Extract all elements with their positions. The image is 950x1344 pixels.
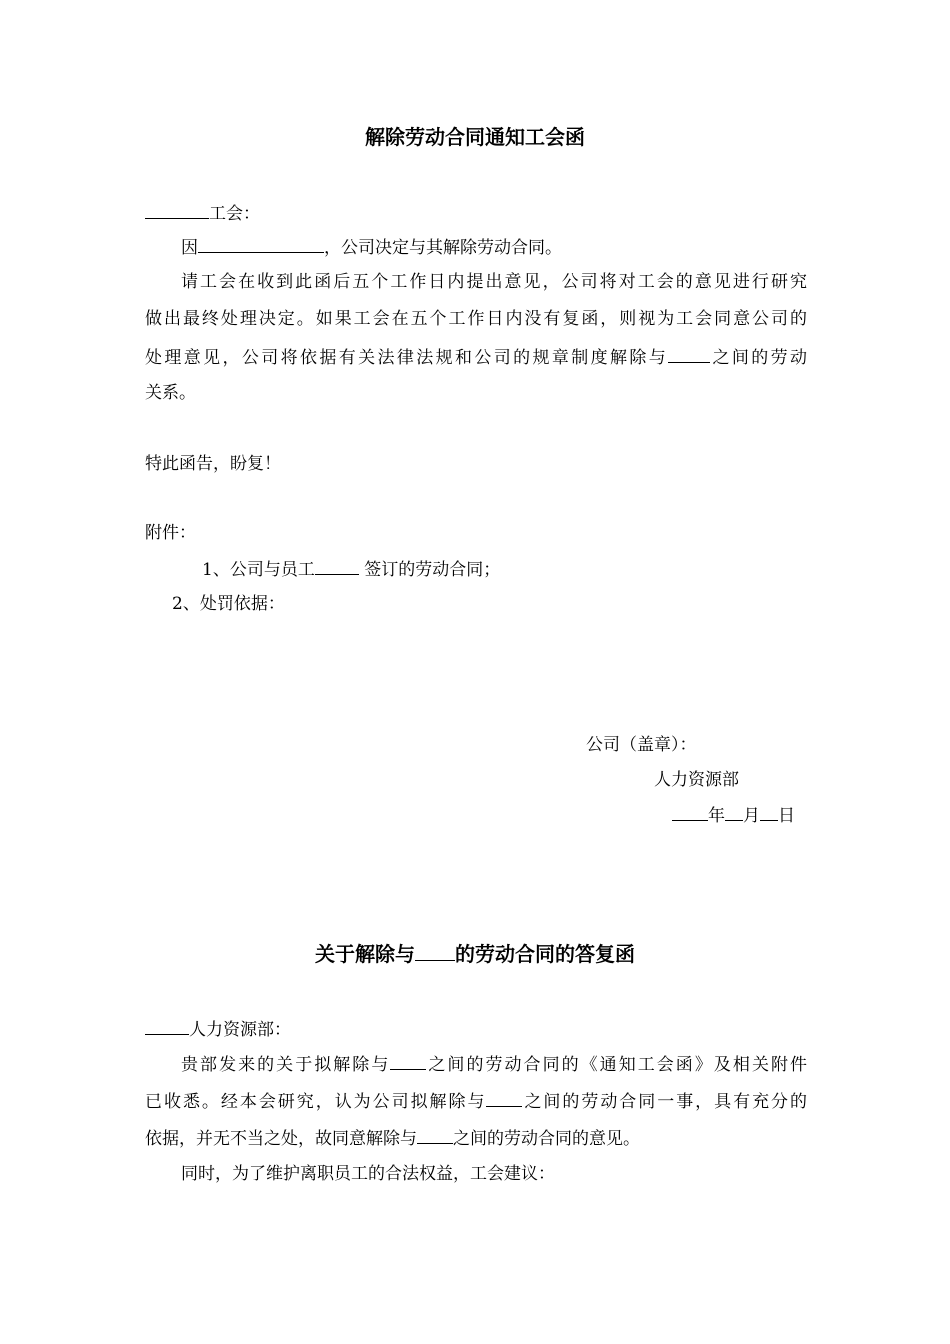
reply-line-3 [145, 1125, 640, 1151]
reply-line-2-suffix: 之间的劳动合同一事，具有充分的 [522, 1092, 808, 1112]
reason-paragraph [181, 234, 562, 260]
hr-salutation-suffix: 人力资源部： [189, 1020, 291, 1040]
reply-title-blank [415, 940, 455, 961]
reply-line-1-suffix: 之间的劳动合同的《通知工会函》及相关附件 [426, 1055, 808, 1075]
employee-blank [315, 556, 359, 575]
reply-line-1-prefix: 贵部发来的关于拟解除与 [181, 1055, 391, 1075]
request-line-1: 请工会在收到此函后五个工作日内提出意见，公司将对工会的意见进行研究 [181, 272, 807, 292]
reply-title-prefix: 关于解除与 [315, 942, 415, 966]
reason-blank [198, 234, 324, 253]
reply-line-2-prefix: 已收悉。经本会研究，认为公司拟解除与 [145, 1092, 487, 1112]
request-line-3 [145, 344, 807, 370]
attachment-1-prefix: 1、公司与员工 [202, 560, 315, 580]
reason-suffix: ，公司决定与其解除劳动合同。 [324, 238, 562, 258]
attachment-1-suffix: 签订的劳动合同； [358, 560, 501, 580]
attachments-label: 附件： [145, 523, 196, 543]
reply-line-3-suffix: 之间的劳动合同的意见。 [453, 1129, 640, 1149]
attachment-item-1 [202, 556, 500, 582]
request-line-3-prefix: 处理意见，公司将依据有关法律法规和公司的规章制度解除与 [145, 348, 669, 368]
hr-salutation [145, 1016, 291, 1042]
day-blank [760, 802, 778, 821]
closing-remark: 特此函告，盼复！ [145, 454, 281, 474]
request-line-3-suffix: 之间的劳动 [710, 348, 807, 368]
reply-line-1 [181, 1051, 807, 1077]
reply-title [0, 940, 950, 968]
reply-title-suffix: 的劳动合同的答复函 [455, 942, 635, 966]
day-label: 日 [778, 806, 795, 826]
employee-name-blank [668, 344, 710, 363]
request-line-2: 做出最终处理决定。如果工会在五个工作日内没有复函，则视为工会同意公司的 [145, 309, 807, 329]
reply-paragraph-2: 同时，为了维护离职员工的合法权益，工会建议： [181, 1164, 555, 1184]
company-name-blank [145, 1016, 189, 1035]
attachment-item-2: 2、处罚依据： [172, 594, 285, 614]
reason-prefix: 因 [181, 238, 198, 258]
month-blank [725, 802, 743, 821]
signature-date [672, 802, 795, 828]
reply-line-3-prefix: 依据，并无不当之处，故同意解除与 [145, 1129, 417, 1149]
reply-line-2-blank [486, 1088, 522, 1107]
salutation-suffix: 工会： [209, 204, 260, 224]
notice-title: 解除劳动合同通知工会函 [365, 125, 585, 149]
request-line-4: 关系。 [145, 383, 196, 403]
reply-line-2 [145, 1088, 807, 1114]
company-seal-label: 公司（盖章）： [586, 735, 697, 755]
reply-line-3-blank [417, 1125, 453, 1144]
year-label: 年 [708, 806, 725, 826]
hr-department-signature: 人力资源部 [654, 770, 739, 790]
union-name-blank [145, 200, 209, 219]
month-label: 月 [743, 806, 760, 826]
reply-line-1-blank [390, 1051, 426, 1070]
union-salutation [145, 200, 260, 226]
year-blank [672, 802, 708, 821]
